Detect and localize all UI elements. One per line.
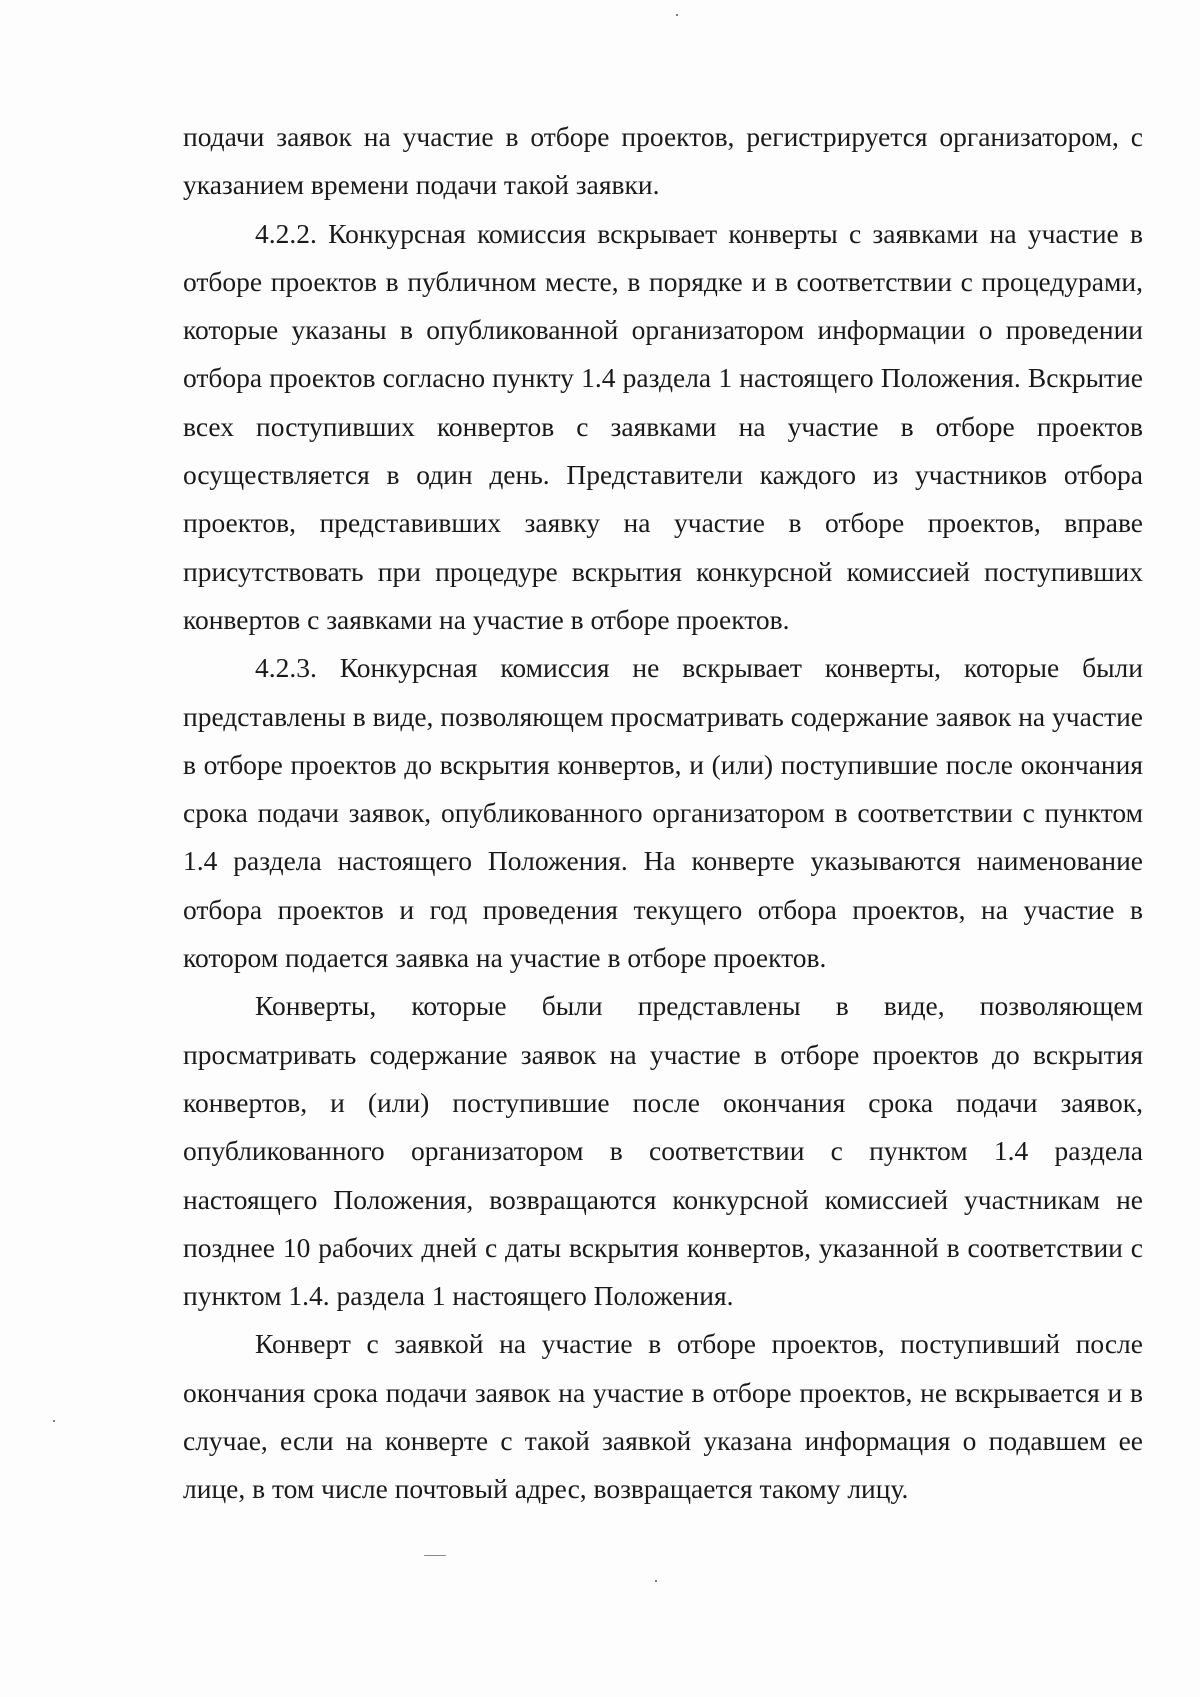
paragraph-late-envelope: Конверт с заявкой на участие в отборе проектов, поступивший после окончания срока подачи заявок на участие в отборе проектов, не вскрывается и в случае, если на конверте с такой заявкой указана информация о подавшем ее лице, в том числе почтовый адрес, возвращается такому лицу.	[183, 1328, 1143, 1505]
paragraph-4-2-2: 4.2.2. Конкурсная комиссия вскрывает конверты с заявками на участие в отборе проектов в публичном месте, в порядке и в соответствии с процедурами, которые указаны в опубликованной организатором информации о проведении отбора проектов согласно пункту 1.4 раздела 1 настоящего Положения. Вскрытие всех поступивших конвертов с заявками на участие в отборе проектов осуществляется в один день. Представители каждого из участников отбора проектов, представивших заявку на участие в отборе проектов, вправе присутствовать при процедуре вскрытия конкурсной комиссией поступивших конвертов с заявками на участие в отборе проектов.	[183, 217, 1143, 635]
scan-speck	[424, 1555, 446, 1556]
scan-speck	[676, 14, 678, 16]
paragraph-4-2-3: 4.2.3. Конкурсная комиссия не вскрывает конверты, которые были представлены в виде, позволяющем просматривать содержание заявок на участие в отборе проектов до вскрытия конвертов, и (или) поступившие после окончания срока подачи заявок, опубликованного организатором в соответствии с пунктом 1.4 раздела настоящего Положения. На конверте указываются наименование отбора проектов и год проведения текущего отбора проектов, на участие в котором подается заявка на участие в отборе проектов.	[183, 652, 1143, 974]
document-body	[183, 113, 1143, 1514]
scan-speck	[53, 1420, 55, 1422]
scan-speck	[655, 1580, 657, 1582]
paragraph-envelopes-returned: Конверты, которые были представлены в виде, позволяющем просматривать содержание заявок на участие в отборе проектов до вскрытия конвертов, и (или) поступившие после окончания срока подачи заявок, опубликованного организатором в соответствии с пунктом 1.4 раздела настоящего Положения, возвращаются конкурсной комиссией участникам не позднее 10 рабочих дней с даты вскрытия конвертов, указанной в соответствии с пунктом 1.4. раздела 1 настоящего Положения.	[183, 990, 1143, 1312]
paragraph-continuation: подачи заявок на участие в отборе проектов, регистрируется организатором, с указанием времени подачи такой заявки.	[183, 121, 1143, 201]
